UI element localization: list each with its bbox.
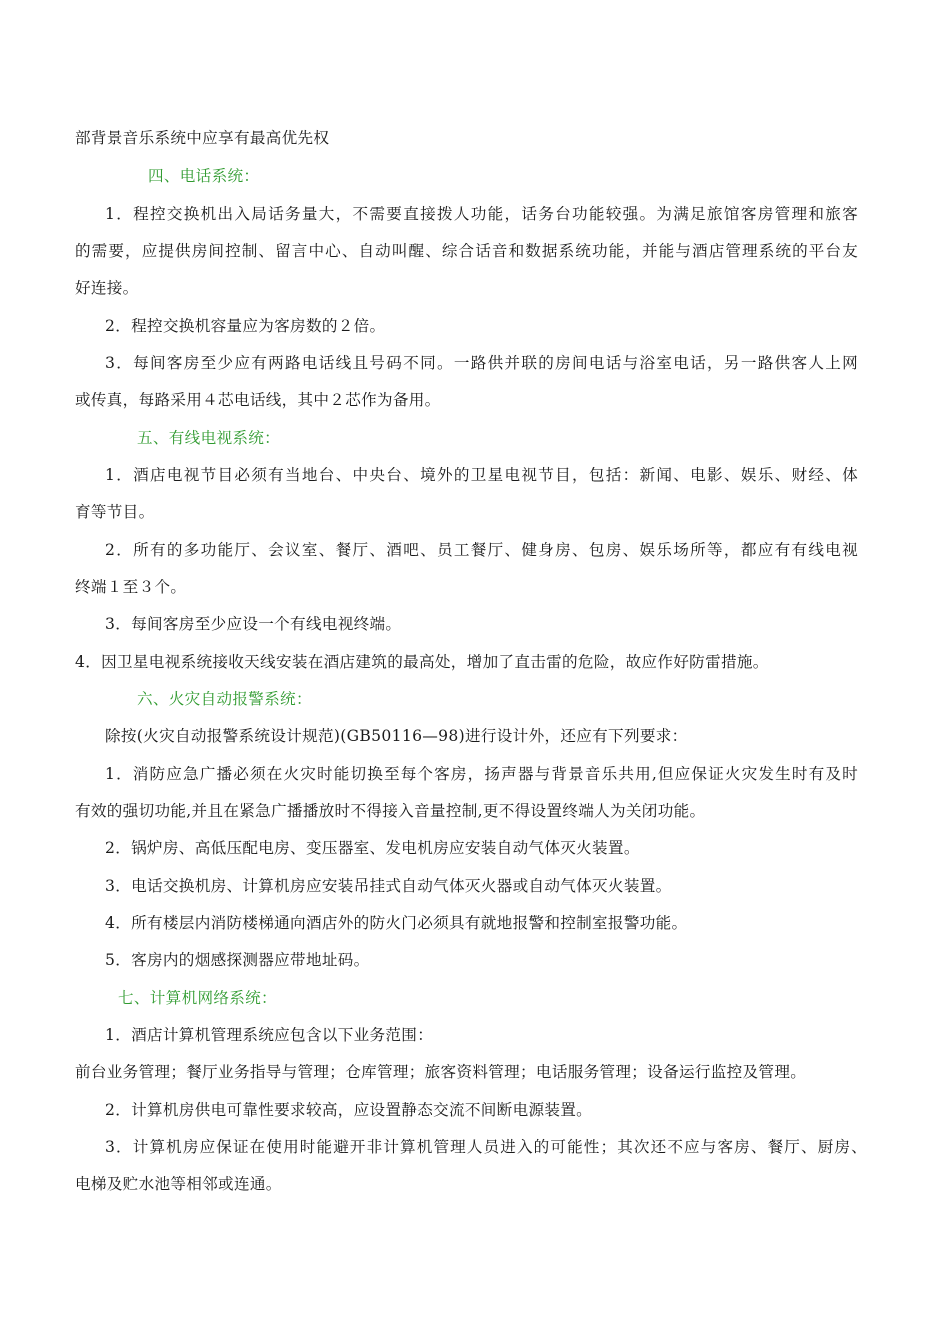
paragraph-line: 2．程控交换机容量应为客房数的２倍。 [105,317,386,335]
paragraph-line: 3．每间客房至少应设一个有线电视终端。 [105,615,402,633]
section-heading-telephone: 四、电话系统： [148,167,260,185]
paragraph-line: 2．计算机房供电可靠性要求较高，应设置静态交流不间断电源装置。 [105,1101,593,1119]
paragraph-line: 除按(火灾自动报警系统设计规范)(GB50116—98)进行设计外，还应有下列要求： [105,727,688,745]
paragraph-line: 或传真，每路采用４芯电话线，其中２芯作为备用。 [75,391,441,409]
paragraph-line: 4．因卫星电视系统接收天线安装在酒店建筑的最高处，增加了直击雷的危险，故应作好防雷措施。 [75,653,769,671]
paragraph-line: 育等节目。 [75,503,155,521]
paragraph-line: 2．锅炉房、高低压配电房、变压器室、发电机房应安装自动气体灭火装置。 [105,839,640,857]
paragraph-line: 终端１至３个。 [75,578,187,596]
paragraph-line: 2．所有的多功能厅、会议室、餐厅、酒吧、员工餐厅、健身房、包房、娱乐场所等，都应有有线电视 [105,541,858,559]
paragraph-line: 1．酒店计算机管理系统应包含以下业务范围： [105,1026,434,1044]
paragraph-line: 3．计算机房应保证在使用时能避开非计算机管理人员进入的可能性；其次还不应与客房、餐厅、厨房、 [105,1138,867,1156]
paragraph-line: 好连接。 [75,279,139,297]
paragraph-line: 1．消防应急广播必须在火灾时能切换至每个客房，扬声器与背景音乐共用,但应保证火灾发生时有及时 [105,765,858,783]
section-heading-fire-alarm: 六、火灾自动报警系统： [137,690,312,708]
paragraph-line: 部背景音乐系统中应享有最高优先权 [75,129,330,147]
paragraph-line: 4．所有楼层内消防楼梯通向酒店外的防火门必须具有就地报警和控制室报警功能。 [105,914,688,932]
paragraph-line: 1．程控交换机出入局话务量大，不需要直接拨人功能，话务台功能较强。为满足旅馆客房管理和旅客 [105,205,858,223]
paragraph-line: 1．酒店电视节目必须有当地台、中央台、境外的卫星电视节目，包括：新闻、电影、娱乐、财经、体 [105,466,858,484]
section-heading-computer-network: 七、计算机网络系统： [118,989,277,1007]
paragraph-line: 有效的强切功能,并且在紧急广播播放时不得接入音量控制,更不得设置终端人为关闭功能。 [75,802,706,820]
paragraph-line: 3．每间客房至少应有两路电话线且号码不同。一路供并联的房间电话与浴室电话，另一路供客人上网 [105,354,858,372]
paragraph-line: 的需要，应提供房间控制、留言中心、自动叫醒、综合话音和数据系统功能，并能与酒店管理系统的平台友 [75,242,858,260]
paragraph-line: 5．客房内的烟感探测器应带地址码。 [105,951,370,969]
paragraph-line: 3．电话交换机房、计算机房应安装吊挂式自动气体灭火器或自动气体灭火装置。 [105,877,672,895]
section-heading-cable-tv: 五、有线电视系统： [137,429,281,447]
paragraph-line: 前台业务管理；餐厅业务指导与管理；仓库管理；旅客资料管理；电话服务管理；设备运行监控及管理。 [75,1063,807,1081]
paragraph-line: 电梯及贮水池等相邻或连通。 [75,1175,282,1193]
